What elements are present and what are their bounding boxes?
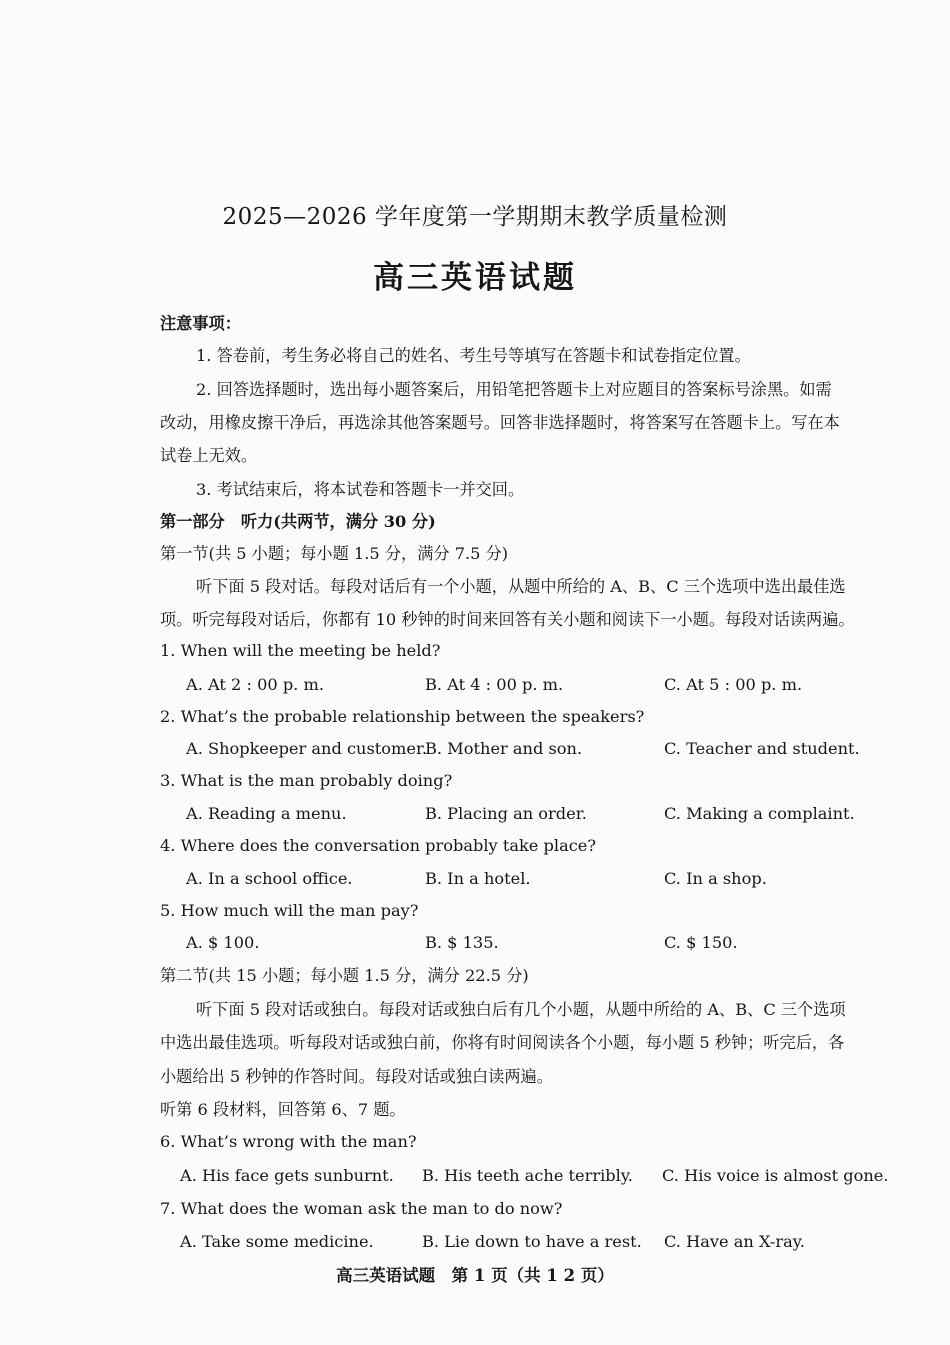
notice-heading: 注意事项： [160, 314, 241, 333]
question-7-option-c: C. Have an X-ray. [664, 1232, 805, 1251]
notice-item-2-line-1: 2. 回答选择题时，选出每小题答案后，用铅笔把答题卡上对应题目的答案标号涂黑。如需 [196, 380, 832, 399]
question-5: 5. How much will the man pay? [160, 901, 419, 920]
question-3-option-c: C. Making a complaint. [664, 804, 855, 823]
question-1-option-a: A. At 2 : 00 p. m. [186, 675, 324, 694]
notice-item-3: 3. 考试结束后，将本试卷和答题卡一并交回。 [196, 480, 525, 499]
question-2-option-a: A. Shopkeeper and customer. [186, 739, 428, 758]
question-3-option-b: B. Placing an order. [425, 804, 587, 823]
question-1-option-b: B. At 4 : 00 p. m. [425, 675, 564, 694]
question-6-option-b: B. His teeth ache terribly. [422, 1166, 633, 1185]
question-3: 3. What is the man probably doing? [160, 771, 453, 790]
question-6-option-c: C. His voice is almost gone. [662, 1166, 889, 1185]
question-7-option-b: B. Lie down to have a rest. [422, 1232, 642, 1251]
question-6-option-a: A. His face gets sunburnt. [180, 1166, 394, 1185]
question-4: 4. Where does the conversation probably take place? [160, 836, 597, 855]
section1-instruction-line-1: 听下面 5 段对话。每段对话后有一个小题，从题中所给的 A、B、C 三个选项中选出最佳选 [196, 577, 846, 596]
question-2: 2. What’s the probable relationship between the speakers? [160, 707, 645, 726]
exam-title: 高三英语试题 [373, 260, 577, 296]
notice-item-1: 1. 答卷前，考生务必将自己的姓名、考生号等填写在答题卡和试卷指定位置。 [196, 346, 751, 365]
question-5-option-c: C. $ 150. [664, 933, 738, 952]
notice-item-2-line-2: 改动，用橡皮擦干净后，再选涂其他答案题号。回答非选择题时，将答案写在答题卡上。写在本 [160, 413, 840, 432]
notice-item-2-line-3: 试卷上无效。 [160, 446, 258, 465]
exam-period-heading: 2025—2026 学年度第一学期期末教学质量检测 [222, 204, 728, 230]
section2-instruction-line-3: 小题给出 5 秒钟的作答时间。每段对话或独白读两遍。 [160, 1067, 553, 1086]
question-7: 7. What does the woman ask the man to do now? [160, 1199, 563, 1218]
material-6-instruction: 听第 6 段材料，回答第 6、7 题。 [160, 1100, 406, 1119]
page-footer: 高三英语试题 第 1 页（共 1 2 页） [336, 1266, 614, 1285]
question-5-option-b: B. $ 135. [425, 933, 499, 952]
section2-heading: 第二节(共 15 小题；每小题 1.5 分，满分 22.5 分) [160, 966, 529, 985]
section2-instruction-line-1: 听下面 5 段对话或独白。每段对话或独白后有几个小题，从题中所给的 A、B、C 三个选项 [196, 1000, 846, 1019]
question-4-option-b: B. In a hotel. [425, 869, 531, 888]
question-6: 6. What’s wrong with the man? [160, 1132, 417, 1151]
question-1-option-c: C. At 5 : 00 p. m. [664, 675, 803, 694]
section2-instruction-line-2: 中选出最佳选项。听每段对话或独白前，你将有时间阅读各个小题，每小题 5 秒钟；听完后，各 [160, 1033, 845, 1052]
question-2-option-b: B. Mother and son. [425, 739, 583, 758]
question-2-option-c: C. Teacher and student. [664, 739, 860, 758]
question-7-option-a: A. Take some medicine. [180, 1232, 374, 1251]
question-5-option-a: A. $ 100. [186, 933, 260, 952]
question-3-option-a: A. Reading a menu. [186, 804, 347, 823]
section1-instruction-line-2: 项。听完每段对话后，你都有 10 秒钟的时间来回答有关小题和阅读下一小题。每段对话读两遍。 [160, 610, 855, 629]
section1-heading: 第一节(共 5 小题；每小题 1.5 分，满分 7.5 分) [160, 544, 509, 563]
part1-heading: 第一部分 听力(共两节，满分 30 分) [160, 512, 436, 531]
question-4-option-a: A. In a school office. [186, 869, 353, 888]
question-4-option-c: C. In a shop. [664, 869, 767, 888]
question-1: 1. When will the meeting be held? [160, 641, 441, 660]
